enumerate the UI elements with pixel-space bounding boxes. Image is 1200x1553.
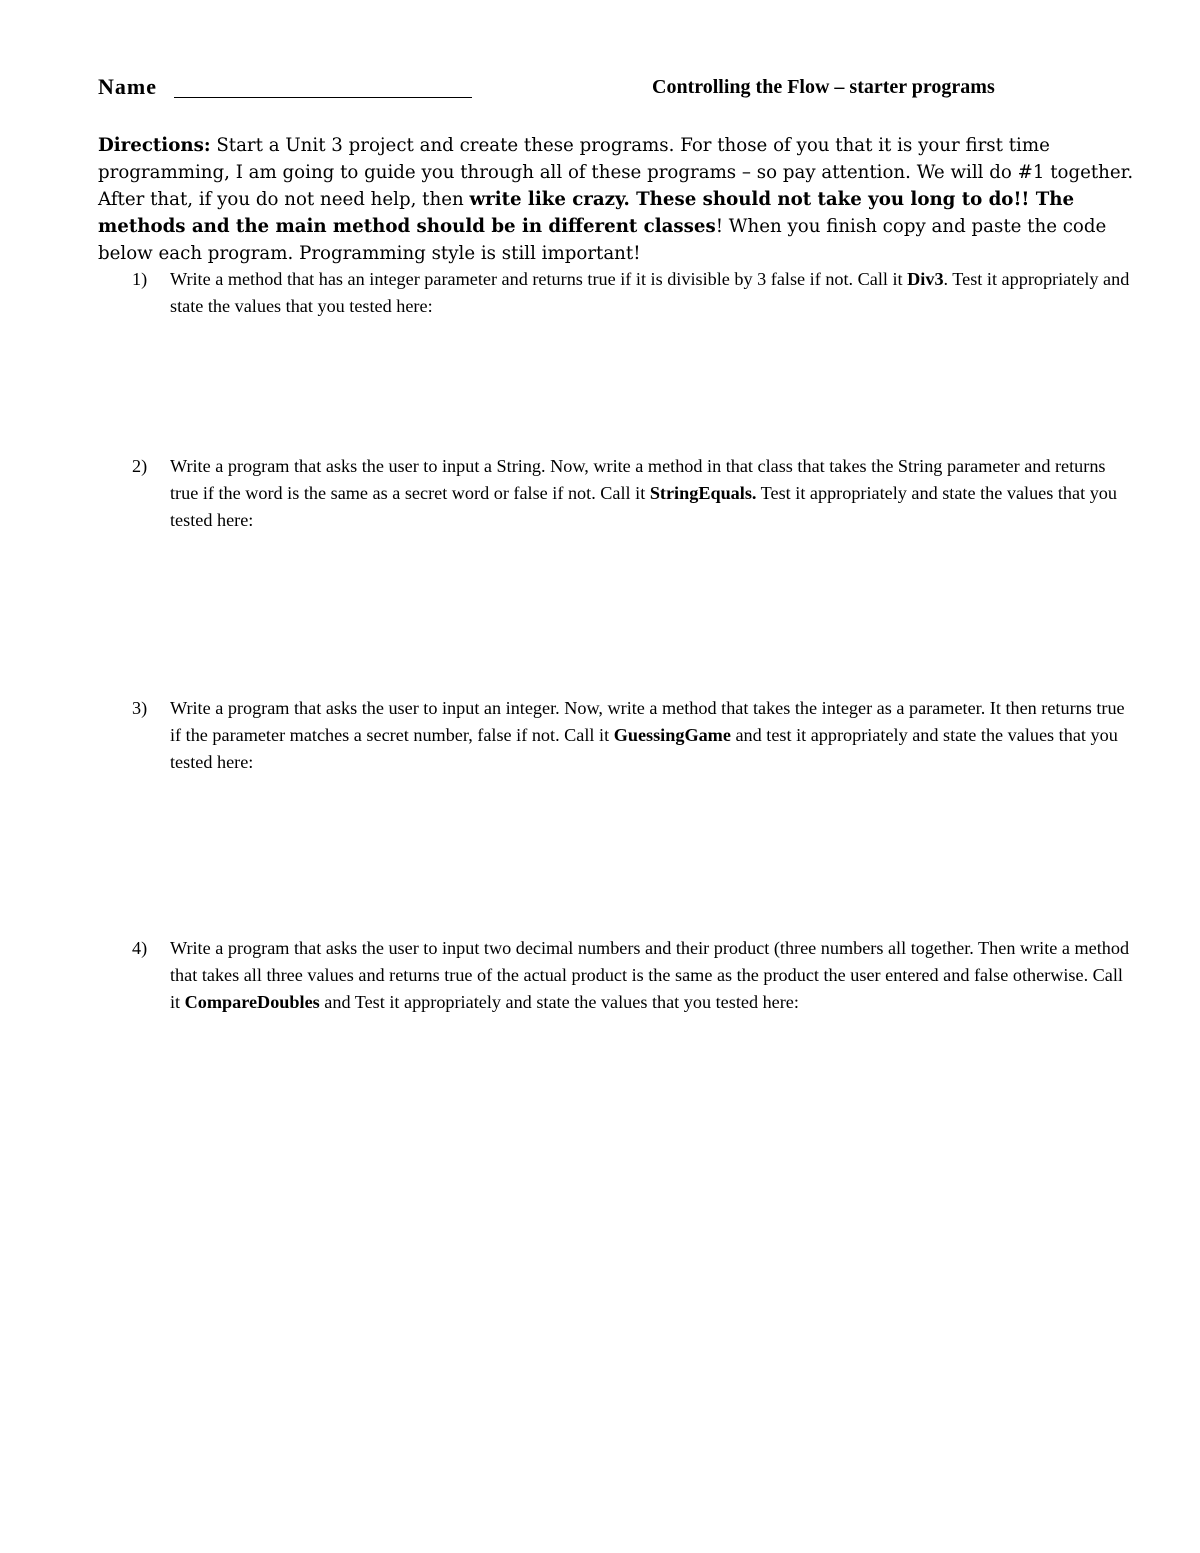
question-number: 1) xyxy=(132,269,148,289)
method-name: CompareDoubles xyxy=(184,992,320,1012)
document-title: Controlling the Flow – starter programs xyxy=(652,76,995,98)
directions-text-1: Start a Unit 3 project and create these programs. For those of you that it is your first time programming, I am going to guide you through all of these programs – so pay attention. We will do #1 together. After that, if you do not need help, then xyxy=(98,135,1134,210)
document-header xyxy=(98,74,1098,106)
question-number: 3) xyxy=(132,698,148,718)
question-text: Write a program that asks the user to input an integer. Now, write a method that takes the integer as a parameter. It then returns true if the parameter matches a secret number, false if not. Call it GuessingGame and test it appropriately and state the values that you tested here: xyxy=(170,698,1125,772)
question-text: Write a method that has an integer parameter and returns true if it is divisible by 3 false if not. Call it Div3. Test it appropriately and state the values that you tested here: xyxy=(170,269,1130,316)
method-name: StringEquals. xyxy=(649,483,757,503)
directions-emphasis: write like crazy. These should not take you long to do!! The methods and the main method should be in different classes xyxy=(98,189,1075,237)
question-number: 4) xyxy=(132,938,148,958)
directions-paragraph xyxy=(98,132,1138,267)
directions-text-2: ! When you finish copy and paste the code below each program. Programming style is still important! xyxy=(98,216,1107,264)
question-text: Write a program that asks the user to input a String. Now, write a method in that class that takes the String parameter and returns true if the word is the same as a secret word or false if not. Call it StringEquals. Test it appropriately and state the values that you tested here: xyxy=(170,456,1117,530)
directions-label: Directions: xyxy=(98,135,211,156)
question-number: 2) xyxy=(132,456,148,476)
method-name: Div3 xyxy=(907,269,944,289)
question-text: Write a program that asks the user to input two decimal numbers and their product (three numbers all together. Then write a method that takes all three values and returns true of the actual product is the same as the product the user entered and false otherwise. Call it CompareDoubles and Test it appropriately and state the values that you tested here: xyxy=(170,938,1130,1012)
method-name: GuessingGame xyxy=(613,725,731,745)
name-blank-line xyxy=(174,97,472,98)
name-label: Name xyxy=(98,74,157,99)
